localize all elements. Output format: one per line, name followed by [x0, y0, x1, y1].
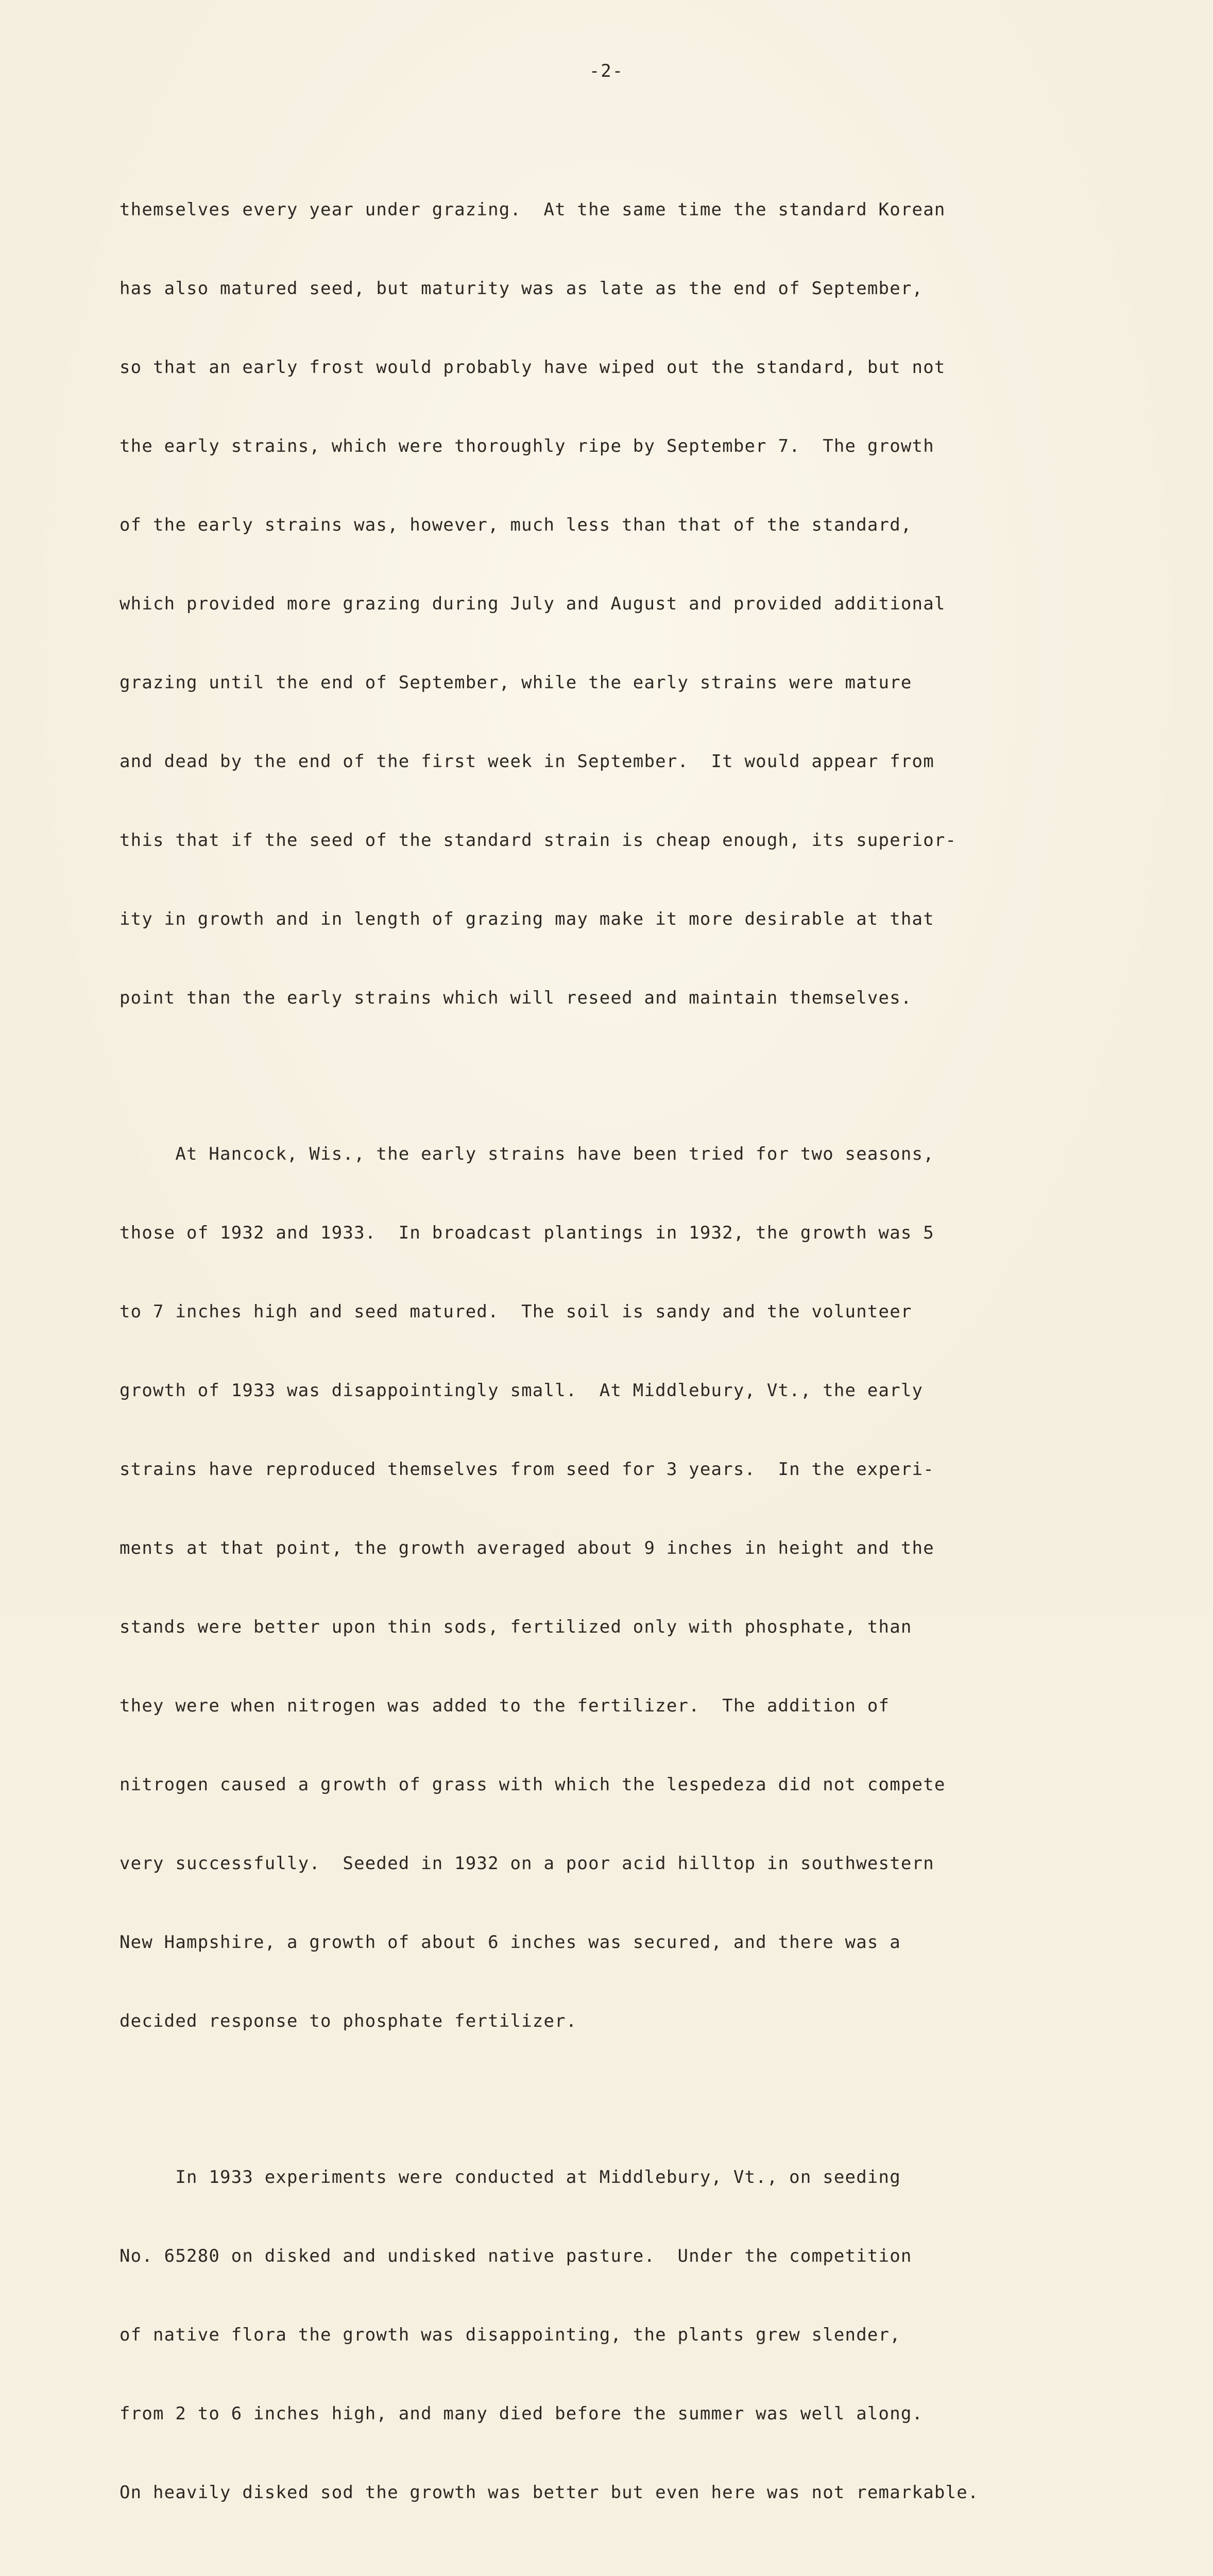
text-line: has also matured seed, but maturity was as late as the end of September, — [119, 278, 924, 299]
text-line: and dead by the end of the first week in September. It would appear from — [119, 751, 934, 772]
text-line: they were when nitrogen was added to the fertilizer. The addition of — [119, 1696, 890, 1716]
text-line: from 2 to 6 inches high, and many died before the summer was well along. — [119, 2403, 924, 2424]
text-line: point than the early strains which will reseed and maintain themselves. — [119, 988, 912, 1008]
text-line: strains have reproduced themselves from seed for 3 years. In the experi- — [119, 1459, 934, 1480]
paragraph — [119, 1089, 1129, 2087]
text-line: of native flora the growth was disappointing, the plants grew slender, — [119, 2325, 901, 2345]
text-line: to 7 inches high and seed matured. The soil is sandy and the volunteer — [119, 1301, 912, 1322]
text-line: those of 1932 and 1933. In broadcast plantings in 1932, the growth was 5 — [119, 1223, 934, 1243]
text-line: nitrogen caused a growth of grass with which the lespedeza did not compete — [119, 1774, 946, 1795]
paragraph — [119, 144, 1129, 1064]
text-line: No. 65280 on disked and undisked native pasture. Under the competition — [119, 2246, 912, 2266]
text-line: decided response to phosphate fertilizer. — [119, 2011, 577, 2031]
page-number: -2- — [589, 61, 624, 81]
text-line: At Hancock, Wis., the early strains have been tried for two seasons, — [119, 1144, 934, 1164]
text-line: On heavily disked sod the growth was better but even here was not remarkable. — [119, 2482, 979, 2503]
text-line: growth of 1933 was disappointingly small. At Middlebury, Vt., the early — [119, 1380, 924, 1401]
body-text — [119, 144, 1129, 2576]
text-line: themselves every year under grazing. At the same time the standard Korean — [119, 199, 946, 220]
text-line: In 1933 experiments were conducted at Middlebury, Vt., on seeding — [119, 2167, 901, 2188]
text-line: New Hampshire, a growth of about 6 inches was secured, and there was a — [119, 1932, 901, 1953]
text-line: very successfully. Seeded in 1932 on a poor acid hilltop in southwestern — [119, 1853, 934, 1874]
text-line: this that if the seed of the standard strain is cheap enough, its superior- — [119, 830, 957, 851]
text-line: of the early strains was, however, much less than that of the standard, — [119, 515, 912, 535]
paragraph — [119, 2112, 1129, 2558]
text-line: so that an early frost would probably have wiped out the standard, but not — [119, 357, 946, 378]
text-line: which provided more grazing during July and August and provided additional — [119, 594, 946, 614]
text-line: grazing until the end of September, while the early strains were mature — [119, 672, 912, 693]
text-line: ity in growth and in length of grazing may make it more desirable at that — [119, 909, 934, 929]
text-line: the early strains, which were thoroughly ripe by September 7. The growth — [119, 436, 934, 456]
text-line: ments at that point, the growth averaged about 9 inches in height and the — [119, 1538, 934, 1558]
text-line: stands were better upon thin sods, fertilized only with phosphate, than — [119, 1617, 912, 1637]
